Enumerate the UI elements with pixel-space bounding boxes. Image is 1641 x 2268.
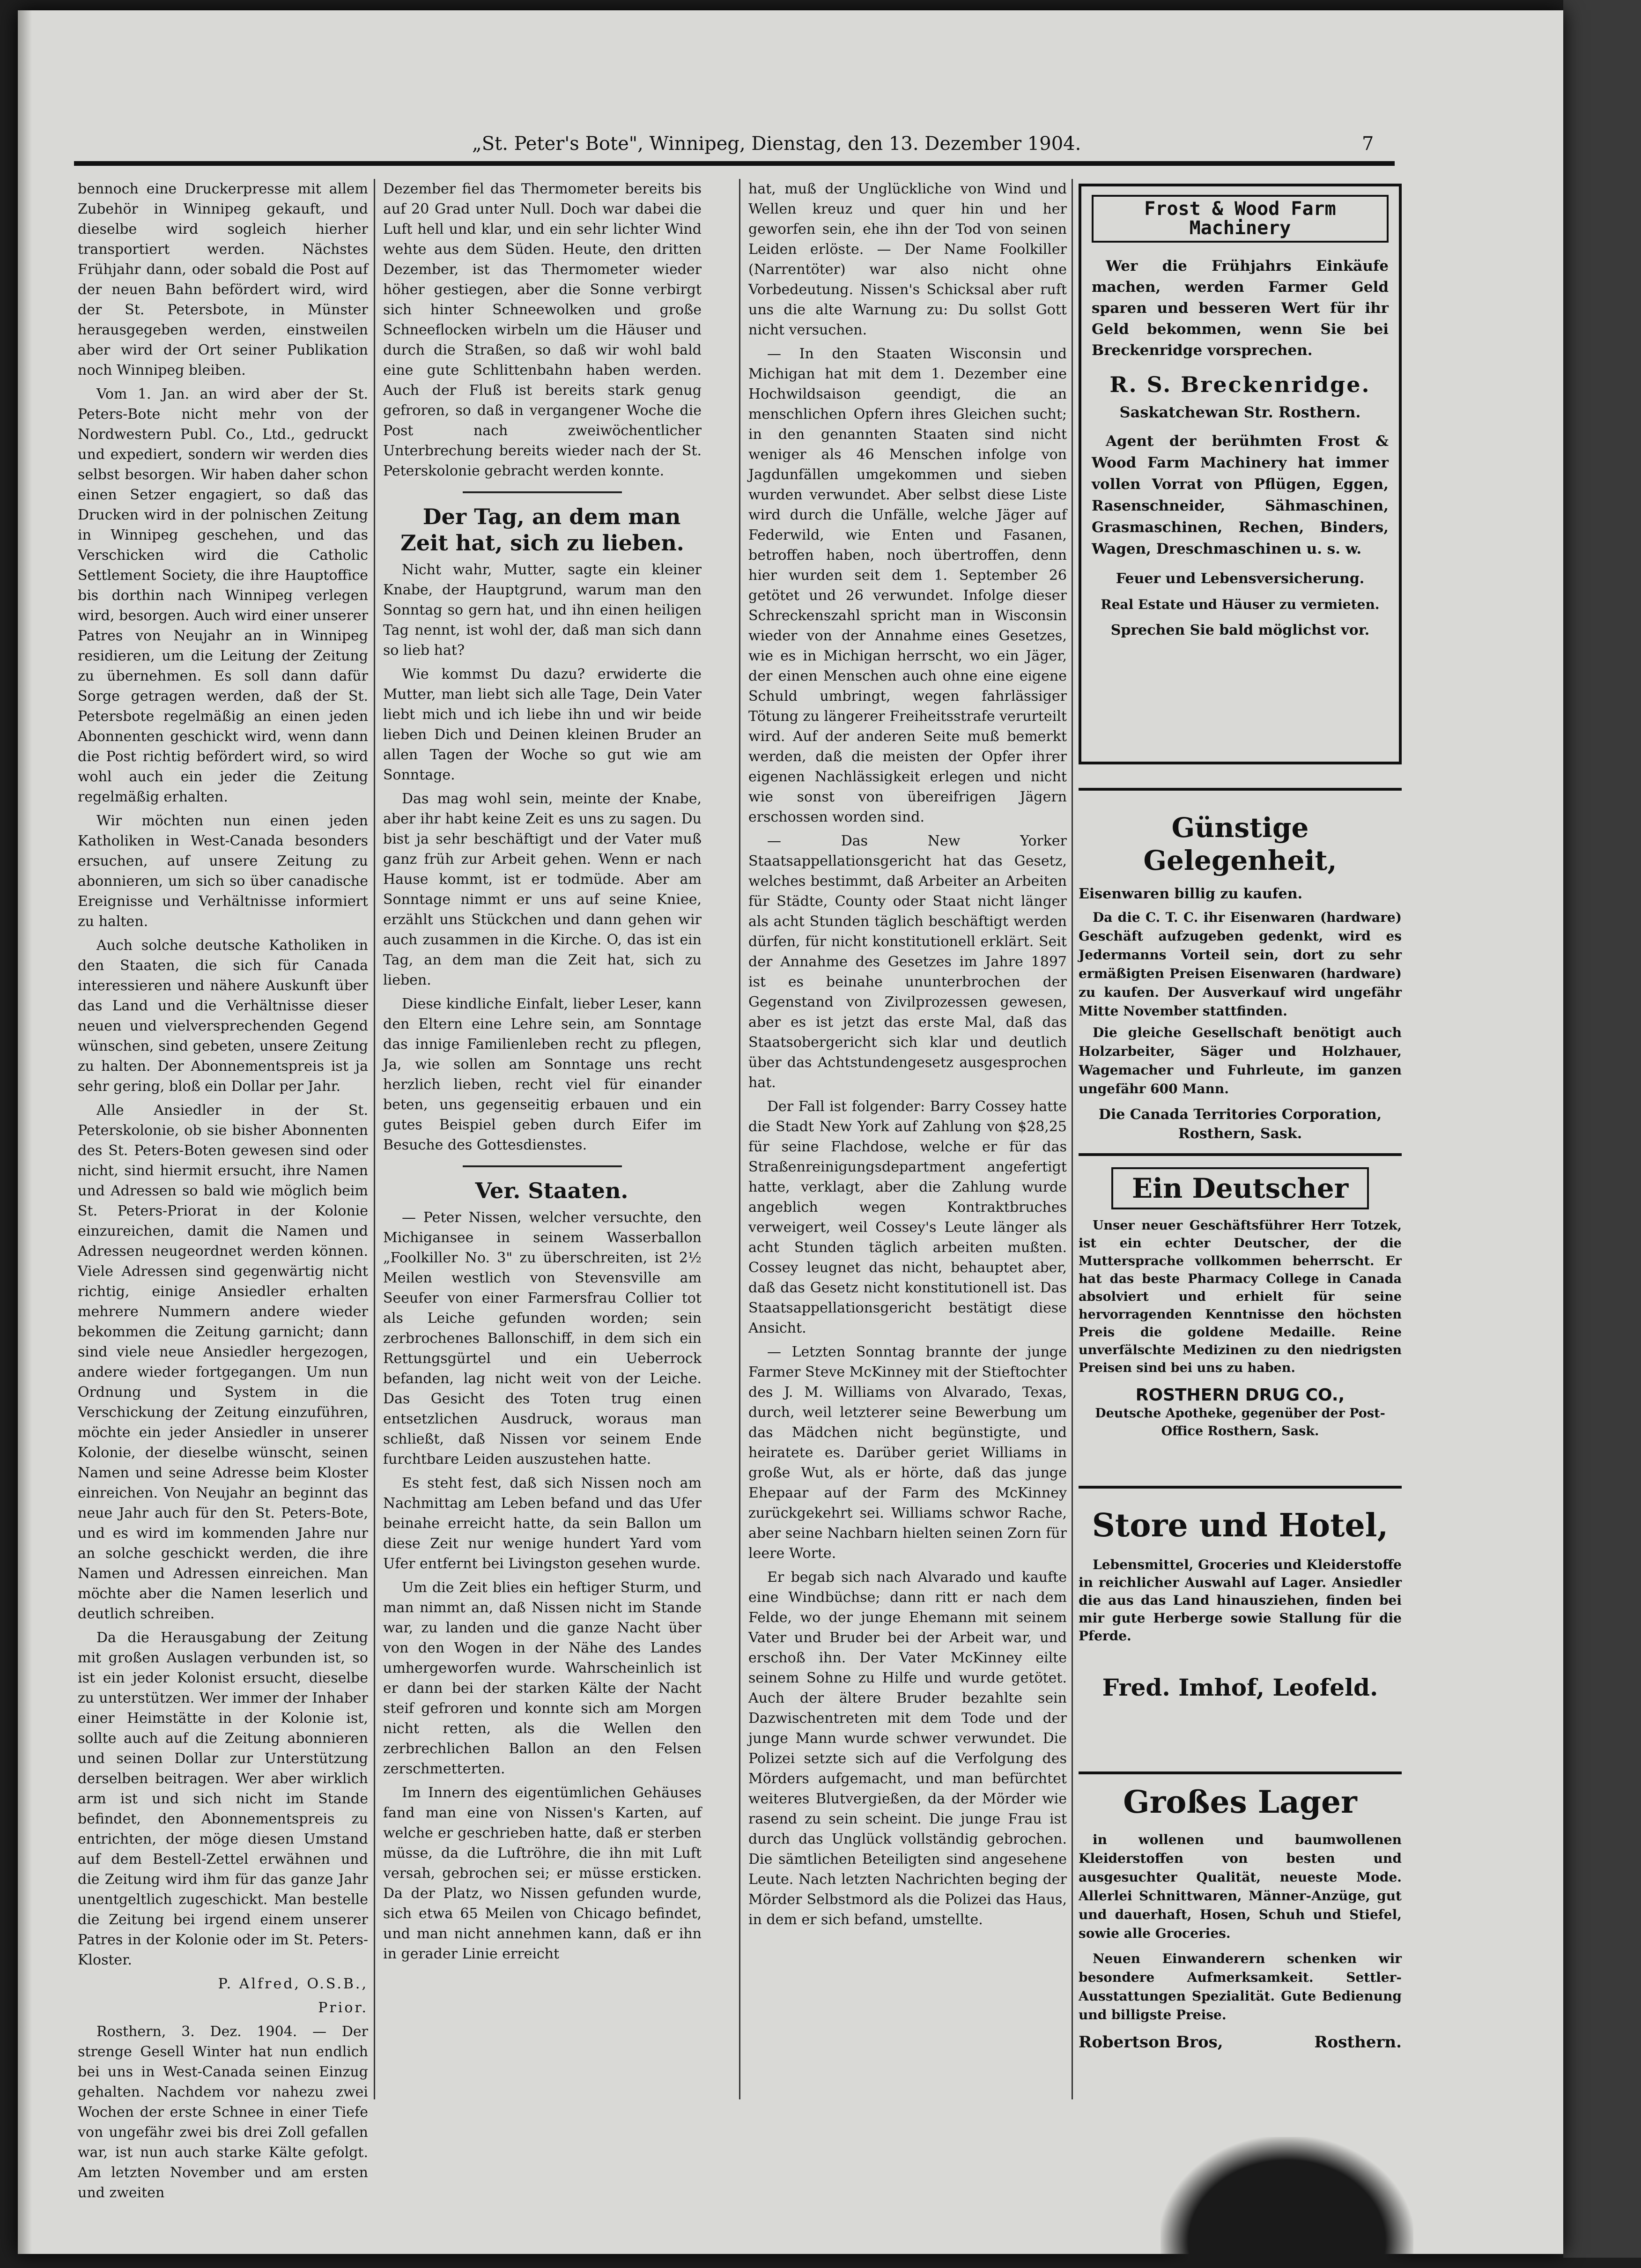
col3-paragraph-5: — Letzten Sonntag brannte der junge Farmer Steve McKinney mit der Stieftochter des J. M. Williams von Alvarado, Texas, durch, weil letzterer seine Bewerbung um das Mädchen nicht begünstigte, und heiratete es. Darüber geriet Williams in große Wut, als er hörte, daß das junge Ehepaar auf der Farm des McKinney zurückgekehrt sei. Williams schwor Rache, aber seine Nachbarn hielten seinen Zorn für leere Worte. [748, 1344, 1067, 1562]
ad-divider [1079, 1153, 1402, 1156]
ad3-title-wrap [1079, 1167, 1402, 1209]
ad2-body: Da die C. T. C. ihr Eisenwaren (hardware) Geschäft aufzugeben gedenkt, wird es Jedermanns Vorteil sein, dort zu sehr ermäßigten Preisen Eisenwaren (hardware) zu kaufen. Der Ausverkauf wird ungefähr Mitte November stattfinden. [1079, 910, 1402, 1019]
advertisements-column [1079, 179, 1402, 2099]
ad5-title: Großes Lager [1123, 1784, 1357, 1820]
ad2-body2: Die gleiche Gesellschaft benötigt auch Holzarbeiter, Säger und Holzhauer, Wagemacher und Fuhrleute, im ganzen ungefähr 600 Mann. [1079, 1025, 1402, 1097]
ad-divider [1079, 1771, 1402, 1774]
ad1-call: Sprechen Sie bald möglichst vor. [1110, 622, 1370, 638]
col2-paragraph-3: Wie kommst Du dazu? erwiderte die Mutter, man liebt sich alle Tage, Dein Vater liebt mich und ich liebe ihn und wir beide lieben Dich und Deinen kleinen Bruder an allen Tagen der Woche so gut wie am Sonntage. [383, 666, 702, 783]
col3-paragraph-4: Der Fall ist folgender: Barry Cossey hatte die Stadt New York auf Zahlung von $28,25 für seine Flachdose, welche er für das Straßenreinigungsdepartment angefertigt hatte, verklagt, aber die Zahlung wurde angeblich wegen Kontraktbruches verweigert, weil Cossey's Leute länger als acht Stunden täglich arbeiten mußten. Cossey leugnet das nicht, behauptet aber, daß das Gesetz nicht konstitutionell ist. Das Staatsappellationsgericht bestätigt diese Ansicht. [748, 1098, 1067, 1336]
page-number: 7 [1362, 133, 1374, 155]
ad3-title: Ein Deutscher [1111, 1167, 1369, 1209]
ad1-real-estate: Real Estate und Häuser zu vermieten. [1101, 597, 1380, 612]
ad2-company: Die Canada Territories Corporation, [1098, 1106, 1382, 1123]
ad2-location: Rosthern, Sask. [1178, 1126, 1302, 1142]
ad-divider [1079, 788, 1402, 791]
col2-paragraph-4: Das mag wohl sein, meinte der Knabe, aber ihr habt keine Zeit es uns zu sagen. Du bist ja sehr beschäftigt und der Vater muß ganz früh zur Arbeit gehen. Wenn er nach Hause kommt, ist er todmüde. Aber am Sonntage nimmt er uns auf seine Kniee, erzählt uns Stückchen und dann gehen wir auch zusammen in die Kirche. O, das ist ein Tag, an dem man die Zeit hat, sich zu lieben. [383, 791, 702, 988]
article-heading-sunday: Der Tag, an dem man Zeit hat, sich zu lieben. [400, 504, 684, 556]
col2-paragraph-6: — Peter Nissen, welcher versuchte, den Michigansee in seinem Wasserballon „Foolkiller No. 3" zu überschreiten, ist 2½ Meilen westlich von Stevensville am Seeufer von einer Farmersfrau Collier tot als Leiche gefunden worden; sein zerbrochenes Ballonschiff, in dem sich ein Rettungsgürtel und ein Ueberrock befanden, lag nicht weit von der Leiche. Das Gesicht des Toten trug einen entsetzlichen Ausdruck, woraus man schließt, daß Nissen vor seinem Ende furchtbare Leiden auszustehen hatte. [383, 1209, 702, 1468]
hand-shadow [1161, 2137, 1413, 2268]
background-strip [1563, 0, 1641, 2258]
column-divider-2 [739, 179, 740, 2099]
ad1-intro: Wer die Frühjahrs Einkäufe machen, werden Farmer Geld sparen und besseren Wert für ihr Geld bekommen, wenn Sie bei Breckenridge vorsprechen. [1092, 258, 1389, 359]
ad-ein-deutscher [1079, 1167, 1402, 1486]
col2-paragraph-5: Diese kindliche Einfalt, lieber Leser, kann den Eltern eine Lehre sein, am Sonntage das innige Familienleben recht zu pflegen, Ja, wie sollen am Sonntage uns recht herzlich lieben, recht viel für einander beten, uns gegenseitig erbauen und ein gutes Beispiel geben durch Eifer im Besuche des Gottesdienstes. [383, 996, 702, 1153]
column-2 [383, 179, 702, 2099]
col3-paragraph-6: Er begab sich nach Alvarado und kaufte eine Windbüchse; dann ritt er nach dem Felde, wo der junge Ehemann mit seinem Vater und Bruder bei der Arbeit war, und erschoß ihn. Der Vater McKinney eilte seinem Sohne zu Hilfe und wurde getötet. Auch der ältere Bruder bezahlte sein Dazwischentreten mit dem Tode und der junge Mann wurde schwer verwundet. Die Polizei setzte sich auf die Verfolgung des Mörders aufgemacht, und man befürchtet weiteres Blutvergießen, da der Mörder wie rasend zu sein scheint. Die junge Frau ist durch das Unglück vollständig gebrochen. Die sämtlichen Beteiligten sind angesehene Leute. Nach letzten Nachrichten beging der Mörder Selbstmord als die Polizei das Haus, in dem er sich befand, umstellte. [748, 1569, 1067, 1928]
col1-paragraph-6: Da die Herausgabung der Zeitung mit großen Auslagen verbunden ist, so ist ein jeder Kolonist ersucht, dieselbe zu unterstützen. Wer immer der Inhaber einer Heimstätte in der Kolonie ist, sollte auch auf die Zeitung abonnieren und seinen Dollar zur Unterstützung derselben beitragen. Wer aber wirklich arm ist und sich nicht im Stande befindet, den Abonnementspreis zu entrichten, der möge diesen Umstand auf dem Bestell-Zettel erwähnen und die Zeitung wird ihm für das ganze Jahr unentgeltlich zugeschickt. Man bestelle die Zeitung bei irgend einem unserer Patres in der Kolonie oder im St. Peters-Kloster. [78, 1630, 368, 1968]
ad5-body2: Neuen Einwanderern schenken wir besondere Aufmerksamkeit. Settler-Ausstattungen Spezialität. Gute Bedienung und billigste Preise. [1079, 1951, 1402, 2023]
col1-paragraph-4: Auch solche deutsche Katholiken in den Staaten, die sich für Canada interessieren und nähere Auskunft über das Land und die Verhältnisse dieser neuen und vielversprechenden Gegend wünschen, sind gebeten, unsere Zeitung zu halten. Der Abonnementspreis ist ja sehr gering, bloß ein Dollar per Jahr. [78, 937, 368, 1095]
ad1-address: Saskatchewan Str. Rosthern. [1119, 403, 1361, 421]
ad3-company: ROSTHERN DRUG CO., [1135, 1386, 1345, 1405]
col1-paragraph-2: Vom 1. Jan. an wird aber der St. Peters-Bote nicht mehr von der Nordwestern Publ. Co., Ltd., gedruckt und expediert, sondern wir werden dies selbst besorgen. Wir haben daher schon einen Setzer engagiert, so daß das Drucken wird in der polnischen Zeitung in Winnipeg geschehen, und das Verschicken wird die Catholic Settlement Society, die ihre Hauptoffice bis dorthin nach Winnipeg verlegen wird, besorgen. Auch wird einer unserer Patres von Neujahr an in Winnipeg residieren, um die Leitung der Zeitung zu übernehmen. Es soll dann dafür Sorge getragen werden, daß der St. Petersbote regelmäßig an einen jeden Abonnenten geschickt wird, wenn dann die Post richtig befördert wird, so wird wohl auch ein jeder die Zeitung regelmäßig erhalten. [78, 386, 368, 805]
ad5-signature [1079, 2033, 1402, 2052]
section-divider [463, 1165, 622, 1167]
newspaper-page [18, 10, 1563, 2254]
col1-paragraph-1: bennoch eine Druckerpresse mit allem Zubehör in Winnipeg gekauft, und dieselbe wird sogleich hierher transportiert werden. Nächstes Frühjahr dann, oder sobald die Post auf der neuen Bahn befördert wird, wird der St. Petersbote, in Münster herausgegeben werden, einstweilen aber wird der Ort seiner Publikation noch Winnipeg bleiben. [78, 181, 368, 378]
ad1-insurance: Feuer und Lebensversicherung. [1116, 571, 1365, 587]
page-fold-shadow [18, 10, 32, 2254]
page-header [88, 133, 1399, 161]
col2-paragraph-9: Im Innern des eigentümlichen Gehäuses fand man eine von Nissen's Karten, auf welche er geschrieben hatte, daß er sterben müsse, da die Luftröhre, die ihn mit Luft versah, gebrochen sei; er müsse ersticken. Da der Platz, wo Nissen gefunden wurde, sich etwa 65 Meilen von Chicago befindet, und man nicht annehmen kann, daß er ihn in gerader Linie erreicht [383, 1785, 702, 1962]
header-rule [74, 161, 1395, 166]
ad3-location: Deutsche Apotheke, gegenüber der Post-Office Rosthern, Sask. [1095, 1406, 1385, 1438]
ad1-title-wrap [1092, 195, 1389, 243]
ad4-body: Lebensmittel, Groceries und Kleiderstoffe in reichlicher Auswahl auf Lager. Ansiedler die aus das Land hinausziehen, finden bei mir gute Herberge sowie Stallung für die Pferde. [1079, 1557, 1402, 1644]
col2-paragraph-1: Dezember fiel das Thermometer bereits bis auf 20 Grad unter Null. Doch war dabei die Luft hell und klar, und ein sehr lichter Wind wehte aus dem Süden. Heute, den dritten Dezember, ist das Thermometer wieder höher gestiegen, aber die Sonne verbirgt sich hinter Schneewolken und große Schneeflocken wirbeln um die Häuser und durch die Straßen, so daß wir wohl bald eine gute Schlittenbahn haben werden. Auch der Fluß ist bereits stark genug gefroren, so daß in vergangener Woche die Post nach zweiwöchentlicher Unterbrechung bereits wieder nach der St. Peterskolonie gebracht werden konnte. [383, 181, 702, 479]
ad1-title: Frost & Wood Farm Machinery [1092, 195, 1389, 243]
ad-guenstige-gelegenheit [1079, 811, 1402, 1149]
ad3-body: Unser neuer Geschäftsführer Herr Totzek, ist ein echter Deutscher, der die Muttersprache vollkommen beherrscht. Er hat das beste Pharmacy College in Canada absolviert und erhielt für seine hervorragenden Kenntnisse den höchsten Preis die goldene Medaille. Reine unverfälschte Medizinen zu den niedrigsten Preisen sind bei uns zu haben. [1079, 1218, 1402, 1375]
ad4-name: Fred. Imhof, Leofeld. [1102, 1674, 1378, 1701]
ad5-location: Rosthern. [1314, 2033, 1402, 2052]
column-divider-3 [1072, 179, 1073, 2099]
ad2-title: Günstige Gelegenheit, [1143, 812, 1337, 876]
ad4-title: Store und Hotel, [1092, 1507, 1389, 1544]
ad5-body: in wollenen und baumwollenen Kleiderstoffen von besten und ausgesuchter Qualität, neueste Mode. Allerlei Schnittwaren, Männer-Anzüge, gut und dauerhaft, Hosen, Schuh und Stiefel, sowie alle Groceries. [1079, 1832, 1402, 1941]
signature-name: P. Alfred, O.S.B., [218, 1976, 368, 1992]
ad-grosses-lager [1079, 1781, 1402, 2099]
col2-paragraph-7: Es steht fest, daß sich Nissen noch am Nachmittag am Leben befand und das Ufer beinahe erreicht hatte, da sein Ballon um diese Zeit nur wenige hundert Yard vom Ufer entfernt bei Livingston gesehen wurde. [383, 1475, 702, 1572]
column-1 [78, 179, 368, 2201]
ad-store-und-hotel [1079, 1505, 1402, 1767]
col2-paragraph-2: Nicht wahr, Mutter, sagte ein kleiner Knabe, der Hauptgrund, warum man den Sonntag so gern hat, und ihn einen heiligen Tag nennt, ist wohl der, daß man sich dann so lieb hat? [383, 562, 702, 659]
ad-frost-wood [1079, 184, 1402, 764]
col1-paragraph-3: Wir möchten nun einen jeden Katholiken in West-Canada besonders ersuchen, auf unsere Zeitung zu abonnieren, um sich so über canadische Ereignisse und Verhältnisse informiert zu halten. [78, 813, 368, 930]
col1-paragraph-5: Alle Ansiedler in der St. Peterskolonie, ob sie bisher Abonnenten des St. Peters-Boten gewesen sind oder nicht, sind hiermit ersucht, ihre Namen und Adressen so bald wie möglich beim St. Peters-Priorat in der Kolonie einzureichen, damit die Namen und Adressen neugeordnet werden können. Viele Adressen sind gegenwärtig nicht richtig, einige Ansiedler erhalten mehrere Nummern andere wieder bekommen die Zeitung garnicht; dann sind viele neue Ansiedler hergezogen, andere wieder fortgegangen. Um nun Ordnung und System in die Verschickung der Zeitung einzuführen, möchte ein jeder Ansiedler in unserer Kolonie, der dieselbe wünscht, seinen Namen und seine Adresse beim Kloster einreichen. Von Neujahr an beginnt das neue Jahr auch für den St. Peters-Bote, und es wird im kommenden Jahre nur an solche geschickt werden, die ihre Namen und Adressen einreichen. Man möchte aber die Namen leserlich und deutlich schreiben. [78, 1102, 368, 1622]
ad1-body: Agent der berühmten Frost & Wood Farm Machinery hat immer vollen Vorrat von Pflügen, Eggen, Rasenschneider, Sähmaschinen, Grasmaschinen, Rechen, Binders, Wagen, Dreschmaschinen u. s. w. [1092, 433, 1389, 557]
col3-paragraph-1: hat, muß der Unglückliche von Wind und Wellen kreuz und quer hin und her geworfen sein, ehe ihn der Tod von seinen Leiden erlöste. — Der Name Foolkiller (Narrentöter) war also nicht ohne Vorbedeutung. Nissen's Schicksal aber ruft uns die alte Warnung zu: Du sollst Gott nicht versuchen. [748, 181, 1067, 338]
ad5-name: Robertson Bros, [1079, 2033, 1223, 2052]
col2-paragraph-8: Um die Zeit blies ein heftiger Sturm, und man nimmt an, daß Nissen nicht im Stande war, zu landen und die ganze Nacht über von den Wogen in der Nähe des Landes umhergeworfen wurde. Wahrscheinlich ist er dann bei der starken Kälte der Nacht steif gefroren und konnte sich am Morgen nicht retten, als die Wellen den zerbrechlichen Ballon an den Felsen zerschmetterten. [383, 1579, 702, 1777]
section-divider [463, 491, 622, 493]
ad2-subtitle: Eisenwaren billig zu kaufen. [1079, 886, 1303, 902]
ad-divider [1079, 1486, 1402, 1489]
column-3 [748, 179, 1067, 2099]
col1-paragraph-7: Rosthern, 3. Dez. 1904. — Der strenge Gesell Winter hat nun endlich bei uns in West-Canada seinen Einzug gehalten. Nachdem vor nahezu zwei Wochen der erste Schnee in einer Tiefe von ungefähr zwei bis drei Zoll gefallen war, ist nun auch starke Kälte gefolgt. Am letzten November und am ersten und zweiten [78, 2023, 368, 2201]
signature-title: Prior. [318, 2000, 368, 2016]
col3-paragraph-2: — In den Staaten Wisconsin und Michigan hat mit dem 1. Dezember eine Hochwildsaison geendigt, die an menschlichen Opfern ihres Gleichen sucht; in den genannten Staaten sind nicht weniger als 46 Menschen infolge von Jagdunfällen umgekommen und sieben wurden verwundet. Aber selbst diese Liste wird durch die Unfälle, welche Jäger auf Federwild, wie Enten und Fasanen, betroffen haben, noch übertroffen, denn hier wurden seit dem 1. September 26 getötet und 26 verwundet. Infolge dieser Schreckenszahl spricht man in Wisconsin wieder von der Annahme eines Gesetzes, wie es in Michigan herrscht, wo ein Jäger, der einen Menschen auch ohne eine eigene Schuld umbringt, wegen fahrlässiger Tötung zu längerer Freiheitsstrafe verurteilt wird. Auf der anderen Seite muß bemerkt werden, daß die meisten der Opfer ihrer eigenen Nachlässigkeit erlegen und nicht wie sonst von übereifrigen Jägern erschossen worden sind. [748, 346, 1067, 825]
header-title: „St. Peter's Bote", Winnipeg, Dienstag, den 13. Dezember 1904. [472, 133, 1081, 155]
column-divider-1 [374, 179, 375, 2099]
article-heading-united-states: Ver. Staaten. [475, 1178, 628, 1203]
col3-paragraph-3: — Das New Yorker Staatsappellationsgericht hat das Gesetz, welches bestimmt, daß Arbeiter an Arbeiten für Städte, County oder Staat nicht länger als acht Stunden täglich beschäftigt werden dürfen, für nicht konstitutionell erklärt. Seit der Annahme des Gesetzes im Jahre 1897 ist es beinahe ununterbrochen der Gegenstand von Zivilprozessen gewesen, aber es ist jetzt das erste Mal, daß das Staatsobergericht sich klar und deutlich über das Achtstundengesetz ausgesprochen hat. [748, 833, 1067, 1091]
ad1-name: R. S. Breckenridge. [1109, 372, 1371, 397]
